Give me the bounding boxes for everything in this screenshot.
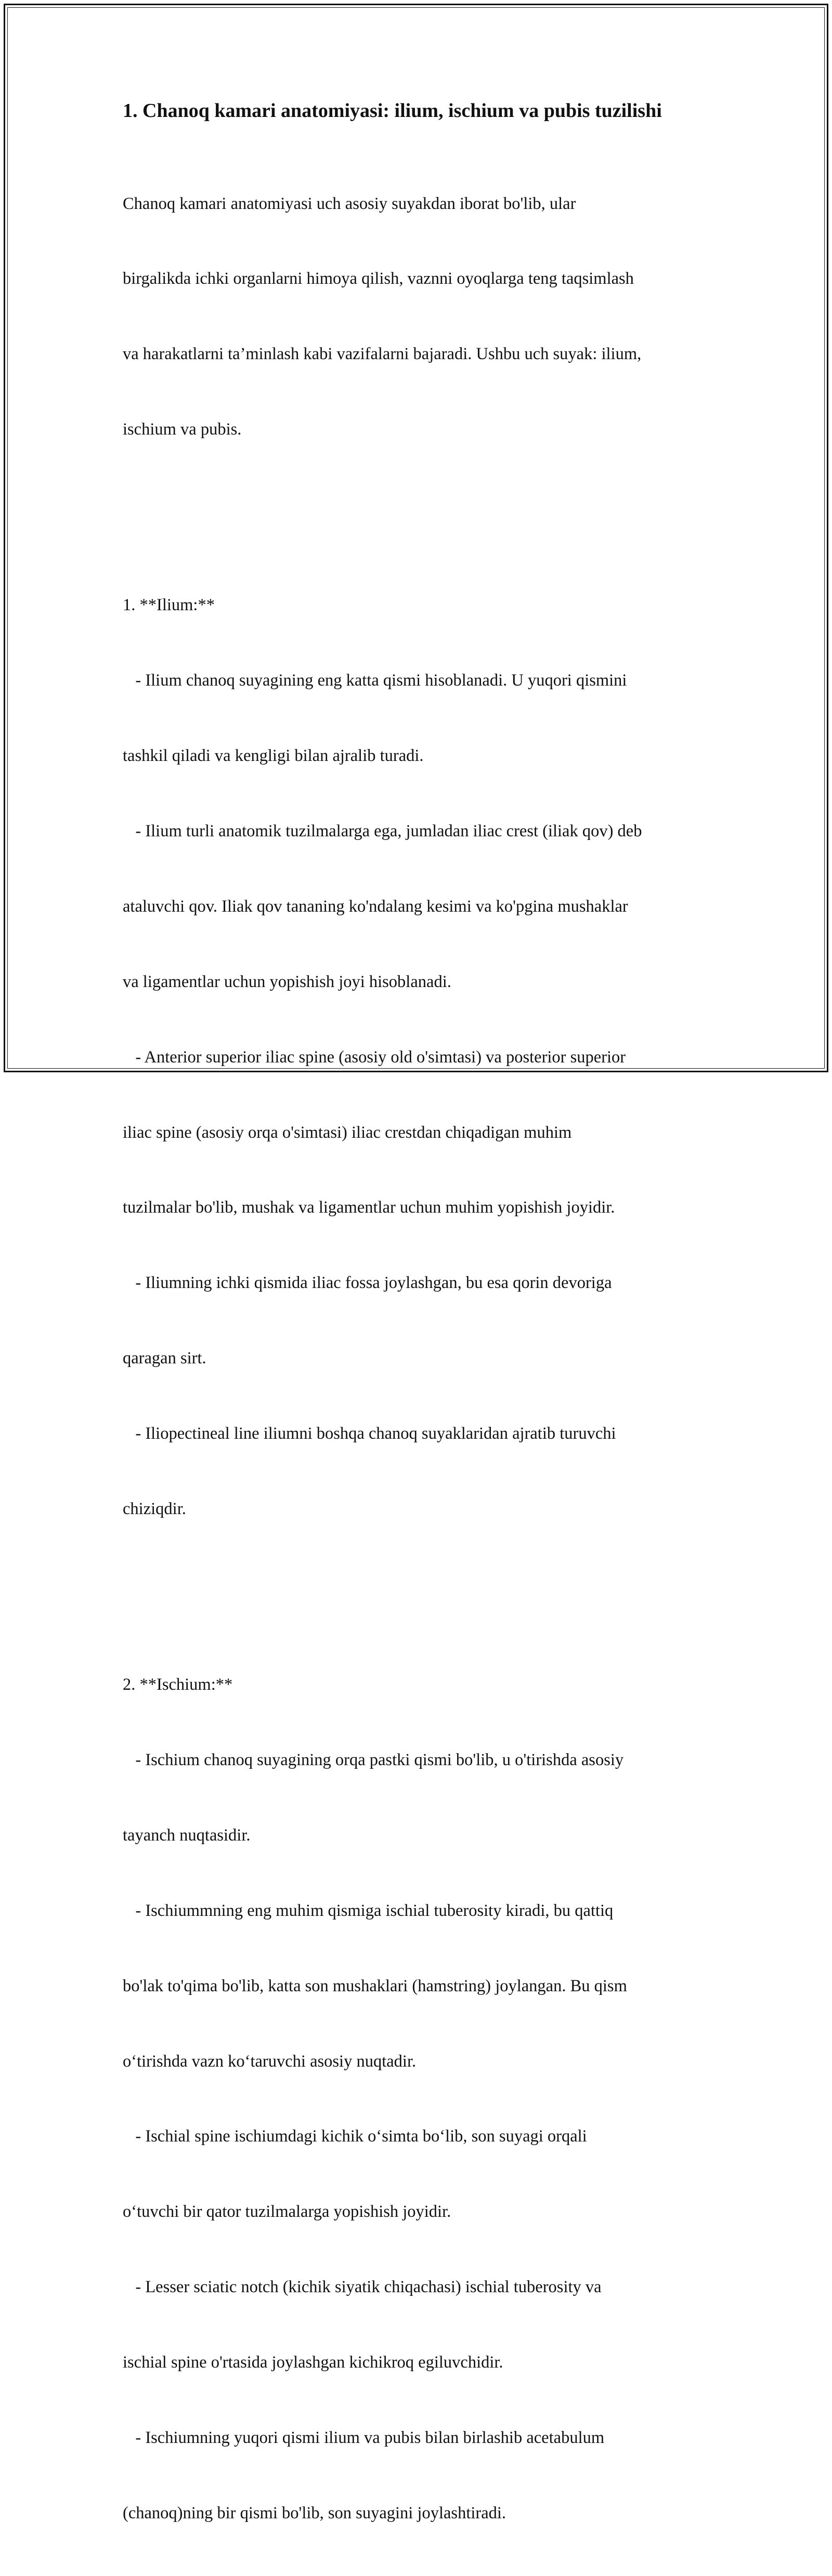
ischium-line: ischial spine o'rtasida joylashgan kichikroq egiluvchidir.	[123, 2353, 503, 2372]
section-heading-ilium: 1. **Ilium:**	[123, 596, 215, 615]
ilium-line: iliac spine (asosiy orqa o'simtasi) iliac crestdan chiqadigan muhim	[123, 1123, 572, 1142]
ilium-line: qaragan sirt.	[123, 1349, 206, 1368]
ischium-line: - Ischial spine ischiumdagi kichik o‘simta bo‘lib, son suyagi orqali	[123, 2127, 587, 2146]
ilium-line: - Ilium chanoq suyagining eng katta qismi hisoblanadi. U yuqori qismini	[123, 671, 627, 690]
paragraph-gap	[123, 492, 716, 517]
ischium-line: - Ischium chanoq suyagining orqa pastki qismi bo'lib, u o'tirishda asosiy	[123, 1751, 624, 1769]
ischium-line: (chanoq)ning bir qismi bo'lib, son suyagini joylashtiradi.	[123, 2503, 506, 2522]
ilium-line: ataluvchi qov. Iliak qov tananing ko'ndalang kesimi va ko'pgina mushaklar	[123, 897, 628, 916]
ilium-line: - Ilium turli anatomik tuzilmalarga ega, jumladan iliac crest (iliak qov) deb	[123, 822, 642, 841]
intro-line: birgalikda ichki organlarni himoya qilish, vaznni oyoqlarga teng taqsimlash	[123, 269, 634, 288]
intro-line: ischium va pubis.	[123, 420, 242, 439]
ischium-line: - Ischiummning eng muhim qismiga ischial tuberosity kiradi, bu qattiq	[123, 1901, 614, 1920]
ilium-line: - Iliumning ichki qismida iliac fossa joylashgan, bu esa qorin devoriga	[123, 1273, 612, 1293]
ischium-line: bo'lak to'qima bo'lib, katta son mushaklari (hamstring) joylangan. Bu qism	[123, 1976, 627, 1995]
ilium-line: tashkil qiladi va kengligi bilan ajralib turadi.	[123, 746, 424, 766]
ischium-line: tayanch nuqtasidir.	[123, 1825, 251, 1845]
document-body	[123, 141, 716, 2576]
intro-line: Chanoq kamari anatomiyasi uch asosiy suyakdan iborat bo'lib, ular	[123, 194, 576, 213]
ilium-line: tuzilmalar bo'lib, mushak va ligamentlar uchun muhim yopishish joyidir.	[123, 1198, 615, 1217]
document-title: 1. Chanoq kamari anatomiyasi: ilium, ischium va pubis tuzilishi	[123, 100, 662, 122]
ischium-line: o‘tuvchi bir qator tuzilmalarga yopishish joyidir.	[123, 2202, 451, 2222]
ischium-line: o‘tirishda vazn ko‘taruvchi asosiy nuqtadir.	[123, 2052, 417, 2071]
ilium-line: chiziqdir.	[123, 1500, 186, 1519]
ilium-line: - Iliopectineal line iliumni boshqa chanoq suyaklaridan ajratib turuvchi	[123, 1424, 616, 1443]
ilium-line: - Anterior superior iliac spine (asosiy old o'simtasi) va posterior superior	[123, 1047, 626, 1067]
ischium-line: - Ischiumning yuqori qismi ilium va pubis bilan birlashib acetabulum	[123, 2428, 605, 2448]
section-heading-ischium: 2. **Ischium:**	[123, 1675, 233, 1694]
paragraph-gap	[123, 1572, 716, 1597]
ischium-line: - Lesser sciatic notch (kichik siyatik chiqachasi) ischial tuberosity va	[123, 2278, 602, 2297]
document-page	[123, 97, 716, 2576]
intro-line: va harakatlarni ta’minlash kabi vazifalarni bajaradi. Ushbu uch suyak: ilium,	[123, 345, 642, 364]
ilium-line: va ligamentlar uchun yopishish joyi hisoblanadi.	[123, 972, 451, 991]
